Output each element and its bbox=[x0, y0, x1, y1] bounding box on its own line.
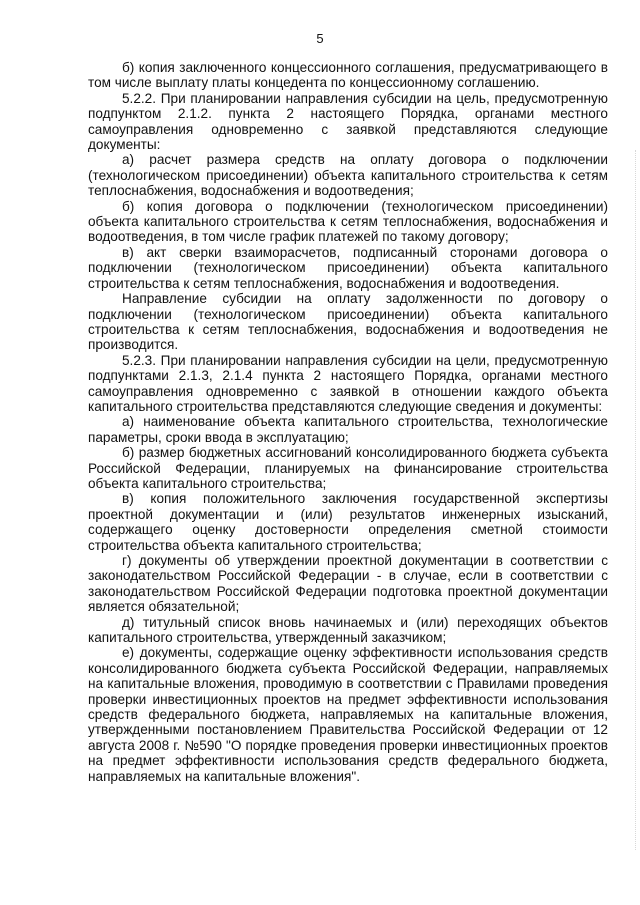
paragraph-5-2-2: 5.2.2. При планировании направления субсидии на цель, предусмотренную подпунктом 2.1.2. пункта 2 настоящего Порядка, органами местного самоуправления одновременно с заявкой представляются следующие документы: bbox=[88, 90, 608, 153]
page-number: 5 bbox=[316, 31, 324, 46]
paragraph-5-2-3-v: в) копия положительного заключения государственной экспертизы проектной документации и (или) результатов инженерных изысканий, содержащего оценку достоверности определения сметной стоимости строительства объекта капитального строительства; bbox=[88, 491, 608, 553]
paragraph-5-2-3-b: б) размер бюджетных ассигнований консолидированного бюджета субъекта Российской Федерации, планируемых на финансирование строительства объекта капитального строительства; bbox=[88, 445, 608, 491]
paragraph-5-2-2-v: в) акт сверки взаиморасчетов, подписанный сторонами договора о подключении (технологическом присоединении) объекта капитального строительства к сетям теплоснабжения, водоснабжения и водоотведения. bbox=[88, 244, 608, 291]
paragraph-5-2-3-g: г) документы об утверждении проектной документации в соответствии с законодательством Российской Федерации - в случае, если в соответствии с законодательством Российской Федерации подготовка проектной документации является обязательной; bbox=[88, 553, 608, 615]
paragraph-5-2-3-e: е) документы, содержащие оценку эффективности использования средств консолидированного бюджета субъекта Российской Федерации, направляемых на капитальные вложения, проводимую в соответствии с Правилами проведения проверки инвестиционных проектов на предмет эффективности использования средств федерального бюджета, направляемых на капитальные вложения, утвержденными постановлением Правительства Российской Федерации от 12 августа 2008 г. №590 "О порядке проведения проверки инвестиционных проектов на предмет эффективности использования средств федерального бюджета, направляемых на капитальные вложения". bbox=[88, 645, 608, 784]
paragraph-5-2-3: 5.2.3. При планировании направления субсидии на цели, предусмотренную подпунктами 2.1.3, 2.1.4 пункта 2 настоящего Порядка, органами местного самоуправления одновременно с заявкой в отношении каждого объекта капитального строительства представляются следующие сведения и документы: bbox=[88, 352, 608, 414]
scan-edge-marks bbox=[633, 150, 636, 850]
paragraph-5-2-2-b: б) копия договора о подключении (технологическом присоединении) объекта капитального строительства к сетям теплоснабжения, водоснабжения и водоотведения, в том числе график платежей по такому договору; bbox=[88, 198, 608, 245]
paragraph-concession-copy: б) копия заключенного концессионного соглашения, предусматривающего в том числе выплату платы концедента по концессионному соглашению. bbox=[88, 60, 608, 91]
paragraph-5-2-3-d: д) титульный список вновь начинаемых и (или) переходящих объектов капитального строительства, утвержденный заказчиком; bbox=[88, 614, 608, 646]
paragraph-debt-note: Направление субсидии на оплату задолженности по договору о подключении (технологическом присоединении) объекта капитального строительства к сетям теплоснабжения, водоснабжения и водоотведения не производится. bbox=[88, 291, 608, 353]
paragraph-5-2-3-a: а) наименование объекта капитального строительства, технологические параметры, сроки ввода в эксплуатацию; bbox=[88, 414, 608, 445]
paragraph-5-2-2-a: а) расчет размера средств на оплату договора о подключении (технологическом присоединении) объекта капитального строительства к сетям теплоснабжения, водоснабжения и водоотведения; bbox=[88, 152, 608, 199]
